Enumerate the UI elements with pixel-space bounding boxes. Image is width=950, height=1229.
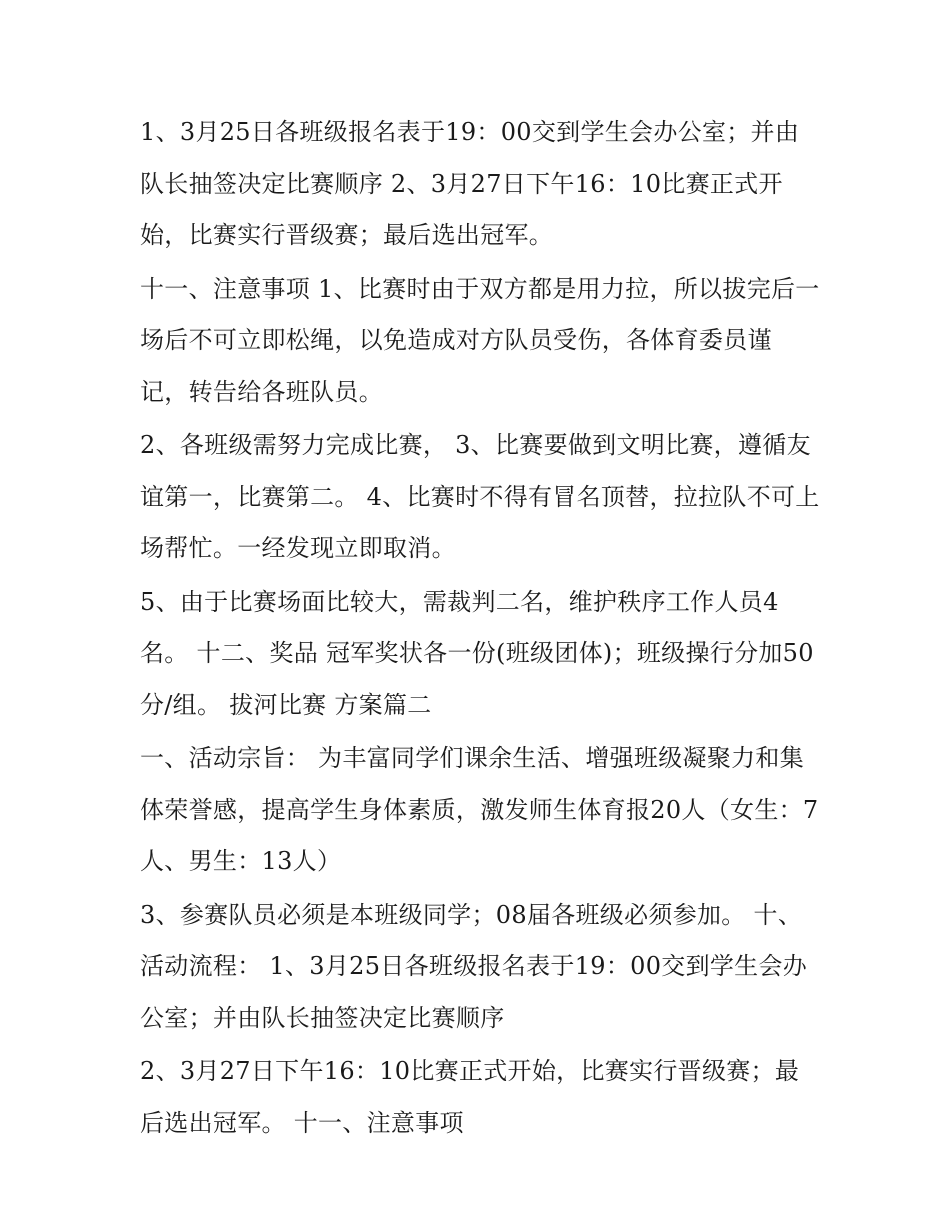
document-body <box>140 107 820 1151</box>
paragraph-activity-purpose: 一、活动宗旨： 为丰富同学们课余生活、增强班级凝聚力和集体荣誉感，提高学生身体素质，激发师生体育报20人（女生：7人、男生：13人） <box>140 744 819 875</box>
paragraph-match-start: 2、3月27日下午16：10比赛正式开始，比赛实行晋级赛；最后选出冠军。 十一、注意事项 <box>140 1057 800 1137</box>
paragraph-referees-prizes: 5、由于比赛场面比较大，需裁判二名，维护秩序工作人员4名。 十二、奖品 冠军奖状各一份(班级团体)；班级操行分加50分/组。 拔河比赛 方案篇二 <box>140 587 814 719</box>
paragraph-eligibility-process: 3、参赛队员必须是本班级同学；08届各班级必须参加。 十、活动流程： 1、3月25日各班级报名表于19：00交到学生会办公室；并由队长抽签决定比赛顺序 <box>140 900 808 1032</box>
paragraph-notes-rope-safety: 十一、注意事项 1、比赛时由于双方都是用力拉，所以拔完后一场后不可立即松绳，以免造成对方队员受伤，各体育委员谨记，转告给各班队员。 <box>140 274 820 406</box>
paragraph-registration-schedule: 1、3月25日各班级报名表于19：00交到学生会办公室；并由队长抽签决定比赛顺序 2、3月27日下午16：10比赛正式开始，比赛实行晋级赛；最后选出冠军。 <box>140 118 800 249</box>
paragraph-fair-play-rules: 2、各班级需努力完成比赛， 3、比赛要做到文明比赛，遵循友谊第一，比赛第二。 4、比赛时不得有冒名顶替，拉拉队不可上场帮忙。一经发现立即取消。 <box>140 431 820 562</box>
